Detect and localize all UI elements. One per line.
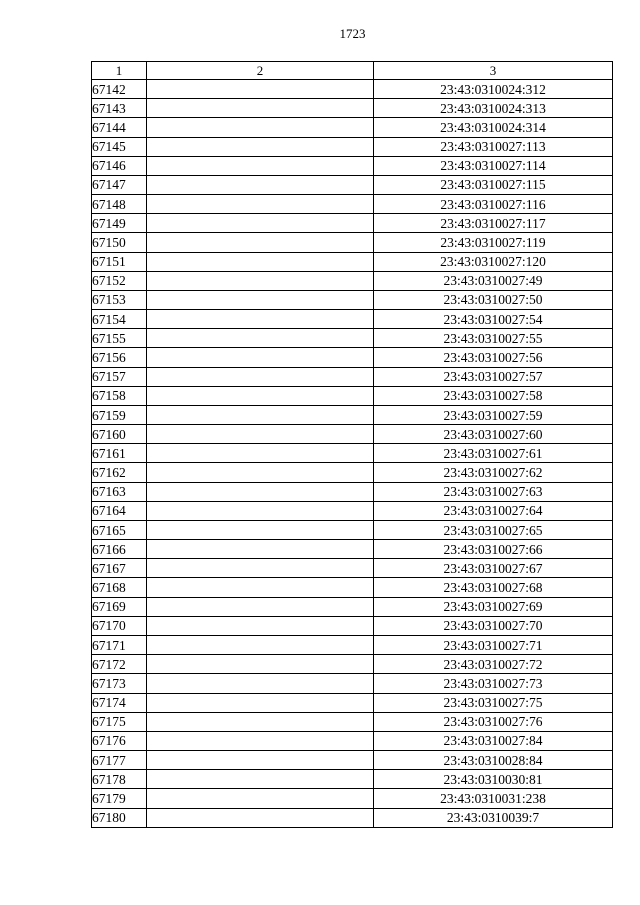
table-header-row xyxy=(92,62,613,80)
table-row xyxy=(92,425,613,444)
cadastral-number-cell: 23:43:0310027:59 xyxy=(374,405,613,424)
table-row xyxy=(92,367,613,386)
row-number-cell: 67178 xyxy=(92,770,147,789)
cadastral-number-cell: 23:43:0310027:70 xyxy=(374,616,613,635)
table-row xyxy=(92,674,613,693)
row-number-cell: 67154 xyxy=(92,310,147,329)
cadastral-number-cell: 23:43:0310027:61 xyxy=(374,444,613,463)
cadastral-number-cell: 23:43:0310027:116 xyxy=(374,195,613,214)
cadastral-number-cell: 23:43:0310039:7 xyxy=(374,808,613,827)
row-number-cell: 67143 xyxy=(92,99,147,118)
row-empty-cell xyxy=(147,329,374,348)
table-row xyxy=(92,770,613,789)
row-number-cell: 67151 xyxy=(92,252,147,271)
table-row xyxy=(92,310,613,329)
table-row xyxy=(92,693,613,712)
row-number-cell: 67152 xyxy=(92,271,147,290)
cadastral-number-cell: 23:43:0310031:238 xyxy=(374,789,613,808)
cadastral-number-cell: 23:43:0310027:114 xyxy=(374,156,613,175)
row-empty-cell xyxy=(147,118,374,137)
cadastral-table xyxy=(91,61,613,828)
row-number-cell: 67174 xyxy=(92,693,147,712)
row-number-cell: 67144 xyxy=(92,118,147,137)
row-empty-cell xyxy=(147,635,374,654)
row-number-cell: 67145 xyxy=(92,137,147,156)
table-row xyxy=(92,655,613,674)
row-number-cell: 67146 xyxy=(92,156,147,175)
table-row xyxy=(92,118,613,137)
row-empty-cell xyxy=(147,789,374,808)
cadastral-number-cell: 23:43:0310027:68 xyxy=(374,578,613,597)
table-row xyxy=(92,233,613,252)
row-number-cell: 67167 xyxy=(92,559,147,578)
page-number: 1723 xyxy=(339,26,366,41)
cadastral-number-cell: 23:43:0310027:62 xyxy=(374,463,613,482)
cadastral-number-cell: 23:43:0310024:313 xyxy=(374,99,613,118)
table-row xyxy=(92,137,613,156)
cadastral-number-cell: 23:43:0310027:50 xyxy=(374,290,613,309)
row-number-cell: 67164 xyxy=(92,501,147,520)
table-row xyxy=(92,195,613,214)
row-empty-cell xyxy=(147,367,374,386)
row-number-cell: 67150 xyxy=(92,233,147,252)
row-empty-cell xyxy=(147,731,374,750)
row-number-cell: 67165 xyxy=(92,520,147,539)
row-empty-cell xyxy=(147,463,374,482)
table-row xyxy=(92,520,613,539)
table-row xyxy=(92,290,613,309)
row-empty-cell xyxy=(147,693,374,712)
row-number-cell: 67171 xyxy=(92,635,147,654)
table-row xyxy=(92,405,613,424)
cadastral-number-cell: 23:43:0310027:55 xyxy=(374,329,613,348)
cadastral-number-cell: 23:43:0310027:66 xyxy=(374,540,613,559)
table-row xyxy=(92,348,613,367)
cadastral-number-cell: 23:43:0310027:115 xyxy=(374,175,613,194)
cadastral-number-cell: 23:43:0310027:76 xyxy=(374,712,613,731)
row-number-cell: 67175 xyxy=(92,712,147,731)
row-empty-cell xyxy=(147,99,374,118)
row-empty-cell xyxy=(147,348,374,367)
row-empty-cell xyxy=(147,559,374,578)
table-row xyxy=(92,501,613,520)
row-empty-cell xyxy=(147,655,374,674)
table-row xyxy=(92,597,613,616)
row-empty-cell xyxy=(147,175,374,194)
cadastral-number-cell: 23:43:0310027:73 xyxy=(374,674,613,693)
cadastral-number-cell: 23:43:0310027:75 xyxy=(374,693,613,712)
row-empty-cell xyxy=(147,712,374,731)
table-row xyxy=(92,386,613,405)
row-number-cell: 67155 xyxy=(92,329,147,348)
row-empty-cell xyxy=(147,501,374,520)
row-empty-cell xyxy=(147,444,374,463)
row-number-cell: 67170 xyxy=(92,616,147,635)
row-empty-cell xyxy=(147,482,374,501)
column-header-2: 2 xyxy=(147,62,374,80)
row-number-cell: 67149 xyxy=(92,214,147,233)
row-number-cell: 67180 xyxy=(92,808,147,827)
row-number-cell: 67162 xyxy=(92,463,147,482)
cadastral-number-cell: 23:43:0310027:69 xyxy=(374,597,613,616)
cadastral-number-cell: 23:43:0310027:60 xyxy=(374,425,613,444)
row-empty-cell xyxy=(147,252,374,271)
table-row xyxy=(92,559,613,578)
table-row xyxy=(92,540,613,559)
cadastral-number-cell: 23:43:0310027:64 xyxy=(374,501,613,520)
table-row xyxy=(92,444,613,463)
row-empty-cell xyxy=(147,674,374,693)
table-row xyxy=(92,329,613,348)
row-number-cell: 67176 xyxy=(92,731,147,750)
table-body xyxy=(92,80,613,828)
row-number-cell: 67179 xyxy=(92,789,147,808)
table-row xyxy=(92,578,613,597)
row-empty-cell xyxy=(147,214,374,233)
cadastral-number-cell: 23:43:0310027:119 xyxy=(374,233,613,252)
table-row xyxy=(92,751,613,770)
table-row xyxy=(92,616,613,635)
cadastral-number-cell: 23:43:0310027:113 xyxy=(374,137,613,156)
row-empty-cell xyxy=(147,310,374,329)
table-row xyxy=(92,463,613,482)
row-number-cell: 67166 xyxy=(92,540,147,559)
cadastral-number-cell: 23:43:0310027:120 xyxy=(374,252,613,271)
row-number-cell: 67147 xyxy=(92,175,147,194)
table-row xyxy=(92,789,613,808)
row-empty-cell xyxy=(147,425,374,444)
table-row xyxy=(92,99,613,118)
row-empty-cell xyxy=(147,616,374,635)
row-empty-cell xyxy=(147,751,374,770)
table-row xyxy=(92,482,613,501)
cadastral-number-cell: 23:43:0310028:84 xyxy=(374,751,613,770)
row-number-cell: 67148 xyxy=(92,195,147,214)
row-number-cell: 67168 xyxy=(92,578,147,597)
row-number-cell: 67153 xyxy=(92,290,147,309)
table-row xyxy=(92,156,613,175)
row-empty-cell xyxy=(147,290,374,309)
table-row xyxy=(92,252,613,271)
row-number-cell: 67159 xyxy=(92,405,147,424)
row-empty-cell xyxy=(147,271,374,290)
table-row xyxy=(92,271,613,290)
table-row xyxy=(92,214,613,233)
row-number-cell: 67163 xyxy=(92,482,147,501)
row-empty-cell xyxy=(147,137,374,156)
column-header-1: 1 xyxy=(92,62,147,80)
cadastral-number-cell: 23:43:0310027:63 xyxy=(374,482,613,501)
cadastral-number-cell: 23:43:0310027:56 xyxy=(374,348,613,367)
row-empty-cell xyxy=(147,80,374,99)
row-number-cell: 67173 xyxy=(92,674,147,693)
cadastral-number-cell: 23:43:0310027:117 xyxy=(374,214,613,233)
table-row xyxy=(92,712,613,731)
cadastral-number-cell: 23:43:0310027:58 xyxy=(374,386,613,405)
row-number-cell: 67177 xyxy=(92,751,147,770)
row-number-cell: 67169 xyxy=(92,597,147,616)
cadastral-number-cell: 23:43:0310027:71 xyxy=(374,635,613,654)
row-empty-cell xyxy=(147,405,374,424)
table-row xyxy=(92,80,613,99)
table-row xyxy=(92,635,613,654)
row-empty-cell xyxy=(147,578,374,597)
row-empty-cell xyxy=(147,233,374,252)
cadastral-number-cell: 23:43:0310024:312 xyxy=(374,80,613,99)
cadastral-number-cell: 23:43:0310027:49 xyxy=(374,271,613,290)
column-header-3: 3 xyxy=(374,62,613,80)
row-number-cell: 67157 xyxy=(92,367,147,386)
cadastral-number-cell: 23:43:0310027:72 xyxy=(374,655,613,674)
row-empty-cell xyxy=(147,770,374,789)
row-empty-cell xyxy=(147,195,374,214)
cadastral-number-cell: 23:43:0310027:54 xyxy=(374,310,613,329)
row-empty-cell xyxy=(147,597,374,616)
cadastral-number-cell: 23:43:0310024:314 xyxy=(374,118,613,137)
cadastral-number-cell: 23:43:0310027:65 xyxy=(374,520,613,539)
row-number-cell: 67156 xyxy=(92,348,147,367)
cadastral-number-cell: 23:43:0310027:67 xyxy=(374,559,613,578)
table-row xyxy=(92,808,613,827)
cadastral-number-cell: 23:43:0310027:57 xyxy=(374,367,613,386)
table-row xyxy=(92,175,613,194)
row-empty-cell xyxy=(147,808,374,827)
row-number-cell: 67172 xyxy=(92,655,147,674)
row-empty-cell xyxy=(147,386,374,405)
row-number-cell: 67160 xyxy=(92,425,147,444)
row-number-cell: 67161 xyxy=(92,444,147,463)
row-empty-cell xyxy=(147,540,374,559)
row-number-cell: 67142 xyxy=(92,80,147,99)
table-row xyxy=(92,731,613,750)
cadastral-number-cell: 23:43:0310027:84 xyxy=(374,731,613,750)
row-number-cell: 67158 xyxy=(92,386,147,405)
cadastral-number-cell: 23:43:0310030:81 xyxy=(374,770,613,789)
row-empty-cell xyxy=(147,520,374,539)
row-empty-cell xyxy=(147,156,374,175)
